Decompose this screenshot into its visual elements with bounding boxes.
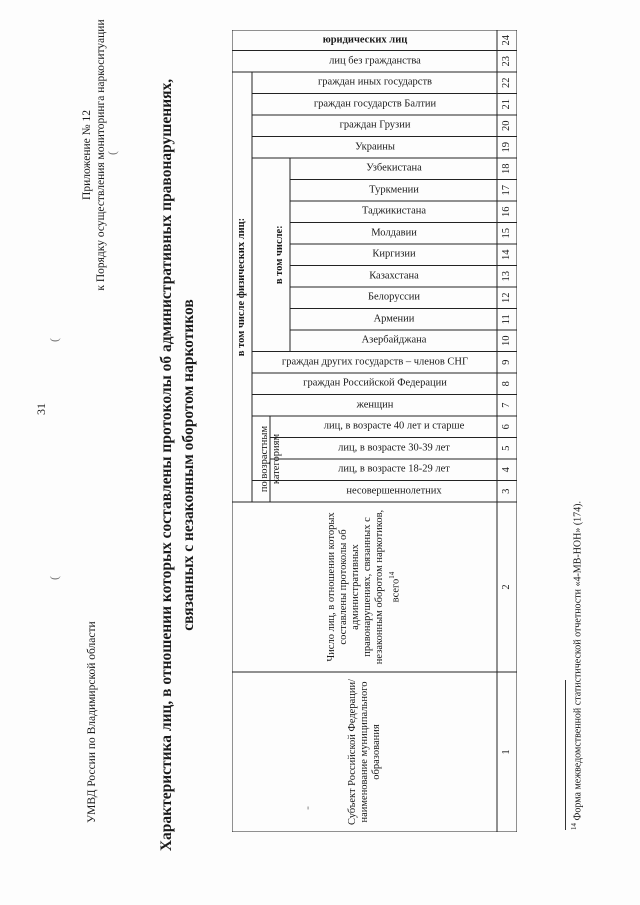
statistics-table xyxy=(232,30,517,832)
col-number-13-label: 13 xyxy=(501,271,512,282)
organization-name: УМВД России по Владимирской области xyxy=(86,621,98,823)
col-number-11 xyxy=(497,309,517,331)
col-header-17 xyxy=(290,180,497,202)
col-header-23-label: лиц без гражданства xyxy=(328,55,421,67)
footnote-text: Форма межведомственной статистической отчетности «4-МВ-НОН» (174). xyxy=(572,500,584,821)
col-total-header xyxy=(236,508,493,666)
col-header-24 xyxy=(232,30,497,51)
footnote-marker: 14 xyxy=(570,823,578,830)
col-header-7 xyxy=(252,395,497,417)
col-number-7-label: 7 xyxy=(501,402,512,408)
col-header-17-label: Туркмении xyxy=(368,184,419,196)
col-number-21-label: 21 xyxy=(501,99,512,110)
col-header-18 xyxy=(290,158,497,180)
col-header-15 xyxy=(290,223,497,245)
appendix-number: Приложение № 12 xyxy=(81,110,93,200)
col-number-8 xyxy=(497,373,517,395)
col-number-9-label: 9 xyxy=(501,359,512,365)
title-line-2: связанных с незаконным оборотом наркотиков xyxy=(180,299,197,631)
col-number-5-label: 5 xyxy=(501,445,512,451)
col-header-11 xyxy=(290,309,497,331)
col-subject-header xyxy=(236,678,493,826)
col-number-14 xyxy=(497,244,517,266)
col-header-9-label: граждан других государств – членов СНГ xyxy=(281,356,468,368)
col-number-17-label: 17 xyxy=(501,185,512,196)
group-physical-persons xyxy=(232,72,252,502)
group-age-categories xyxy=(252,416,290,502)
col-number-22 xyxy=(497,72,517,94)
scan-mark: ( xyxy=(47,576,61,580)
col-number-23-label: 23 xyxy=(501,56,512,67)
col-header-22-label: граждан иных государств xyxy=(317,76,432,88)
appendix-block xyxy=(80,5,108,305)
scan-mark: ( xyxy=(105,151,119,155)
col-number-2-label: 2 xyxy=(501,584,512,590)
group-including-label: в том числе: xyxy=(274,225,285,285)
footnote-separator xyxy=(565,680,566,830)
col-header-22 xyxy=(252,72,497,94)
col-header-14 xyxy=(290,244,497,266)
col-header-5-label: лиц, в возрасте 30-39 лет xyxy=(337,442,450,454)
col-number-11-label: 11 xyxy=(501,314,512,325)
col-number-22-label: 22 xyxy=(501,77,512,88)
appendix-reference: к Порядку осуществления мониторинга наркоситуации xyxy=(95,19,107,291)
col-header-9 xyxy=(252,352,497,374)
col-number-19-label: 19 xyxy=(501,142,512,153)
footnote xyxy=(570,501,583,830)
col-number-20 xyxy=(497,115,517,137)
scan-mark: ( xyxy=(47,338,61,342)
col-number-21 xyxy=(497,94,517,116)
col-header-13-label: Казахстана xyxy=(368,270,419,282)
col-number-1-label: 1 xyxy=(501,749,512,755)
col-number-15-label: 15 xyxy=(501,228,512,239)
col-number-7 xyxy=(497,395,517,417)
col-number-2 xyxy=(497,502,517,672)
col-header-14-label: Киргизии xyxy=(371,248,416,260)
col-number-24 xyxy=(497,30,517,51)
col-number-10 xyxy=(497,330,517,352)
col-header-24-label: юридических лиц xyxy=(322,34,407,46)
col-header-20-label: граждан Грузии xyxy=(339,119,410,131)
col-header-8-label: граждан Российской Федерации xyxy=(302,377,447,389)
col-header-10-label: Азербайджана xyxy=(361,334,426,346)
col-header-4-label: лиц, в возрасте 18-29 лет xyxy=(337,463,450,475)
col-header-15-label: Молдавии xyxy=(370,227,417,239)
col-header-19-label: Украины xyxy=(354,141,395,153)
col-total-header-label: Число лиц, в отношении которых составлены протоколы об административных правонарушениях, связанных с незаконным оборотом наркотиков, всего$^{14}$ xyxy=(326,509,402,665)
col-header-21 xyxy=(252,94,497,116)
col-number-18 xyxy=(497,158,517,180)
col-number-1 xyxy=(497,672,517,832)
col-header-11-label: Армении xyxy=(373,313,414,325)
col-number-9 xyxy=(497,352,517,374)
title-line-1: Характеристика лиц, в отношении которых составлены протоколы об административных правонарушениях, xyxy=(158,78,175,852)
col-number-3-label: 3 xyxy=(501,488,512,494)
col-header-6-label: лиц, в возрасте 40 лет и старше xyxy=(323,420,464,432)
col-header-23 xyxy=(252,51,497,73)
col-header-8 xyxy=(252,373,497,395)
col-number-4-label: 4 xyxy=(501,467,512,473)
col-number-18-label: 18 xyxy=(501,163,512,174)
col-number-12 xyxy=(497,287,517,309)
col-header-12 xyxy=(290,287,497,309)
col-header-21-label: граждан государств Балтии xyxy=(313,98,436,110)
group-physical-persons-label: в том числе физических лиц: xyxy=(236,217,247,357)
col-number-4 xyxy=(497,459,517,481)
page-number: 31 xyxy=(34,403,48,415)
col-total-footnote-marker: 14 xyxy=(388,571,397,579)
group-age-categories-label: по возрастным категориям xyxy=(259,425,282,493)
col-number-5 xyxy=(497,438,517,460)
col-header-19 xyxy=(252,137,497,159)
scan-mark: - xyxy=(300,806,314,810)
document-title xyxy=(156,65,200,865)
col-number-12-label: 12 xyxy=(501,292,512,303)
col-header-10 xyxy=(290,330,497,352)
col-number-20-label: 20 xyxy=(501,120,512,131)
col-number-13 xyxy=(497,266,517,288)
group-including xyxy=(270,158,290,352)
col-header-12-label: Белоруссии xyxy=(367,291,420,303)
col-subject-header-label: Субъект Российской Федерации/ наименование муниципального образования xyxy=(346,678,382,826)
col-number-16 xyxy=(497,201,517,223)
col-number-14-label: 14 xyxy=(501,249,512,260)
col-number-6-label: 6 xyxy=(501,424,512,430)
col-number-15 xyxy=(497,223,517,245)
col-number-17 xyxy=(497,180,517,202)
col-header-18-label: Узбекистана xyxy=(365,162,422,174)
col-header-5 xyxy=(290,438,497,460)
col-number-24-label: 24 xyxy=(501,35,512,46)
col-header-20 xyxy=(252,115,497,137)
col-header-3 xyxy=(290,481,497,503)
col-header-6 xyxy=(290,416,497,438)
col-header-16 xyxy=(290,201,497,223)
col-header-16-label: Таджикистана xyxy=(361,205,426,217)
col-number-23 xyxy=(497,51,517,73)
col-number-16-label: 16 xyxy=(501,206,512,217)
col-header-7-label: женщин xyxy=(356,399,393,411)
col-header-3-label: несовершеннолетних xyxy=(345,485,442,497)
col-number-10-label: 10 xyxy=(501,335,512,346)
col-number-6 xyxy=(497,416,517,438)
col-number-8-label: 8 xyxy=(501,381,512,387)
col-header-13 xyxy=(290,266,497,288)
col-header-4 xyxy=(290,459,497,481)
col-number-19 xyxy=(497,137,517,159)
col-number-3 xyxy=(497,481,517,503)
